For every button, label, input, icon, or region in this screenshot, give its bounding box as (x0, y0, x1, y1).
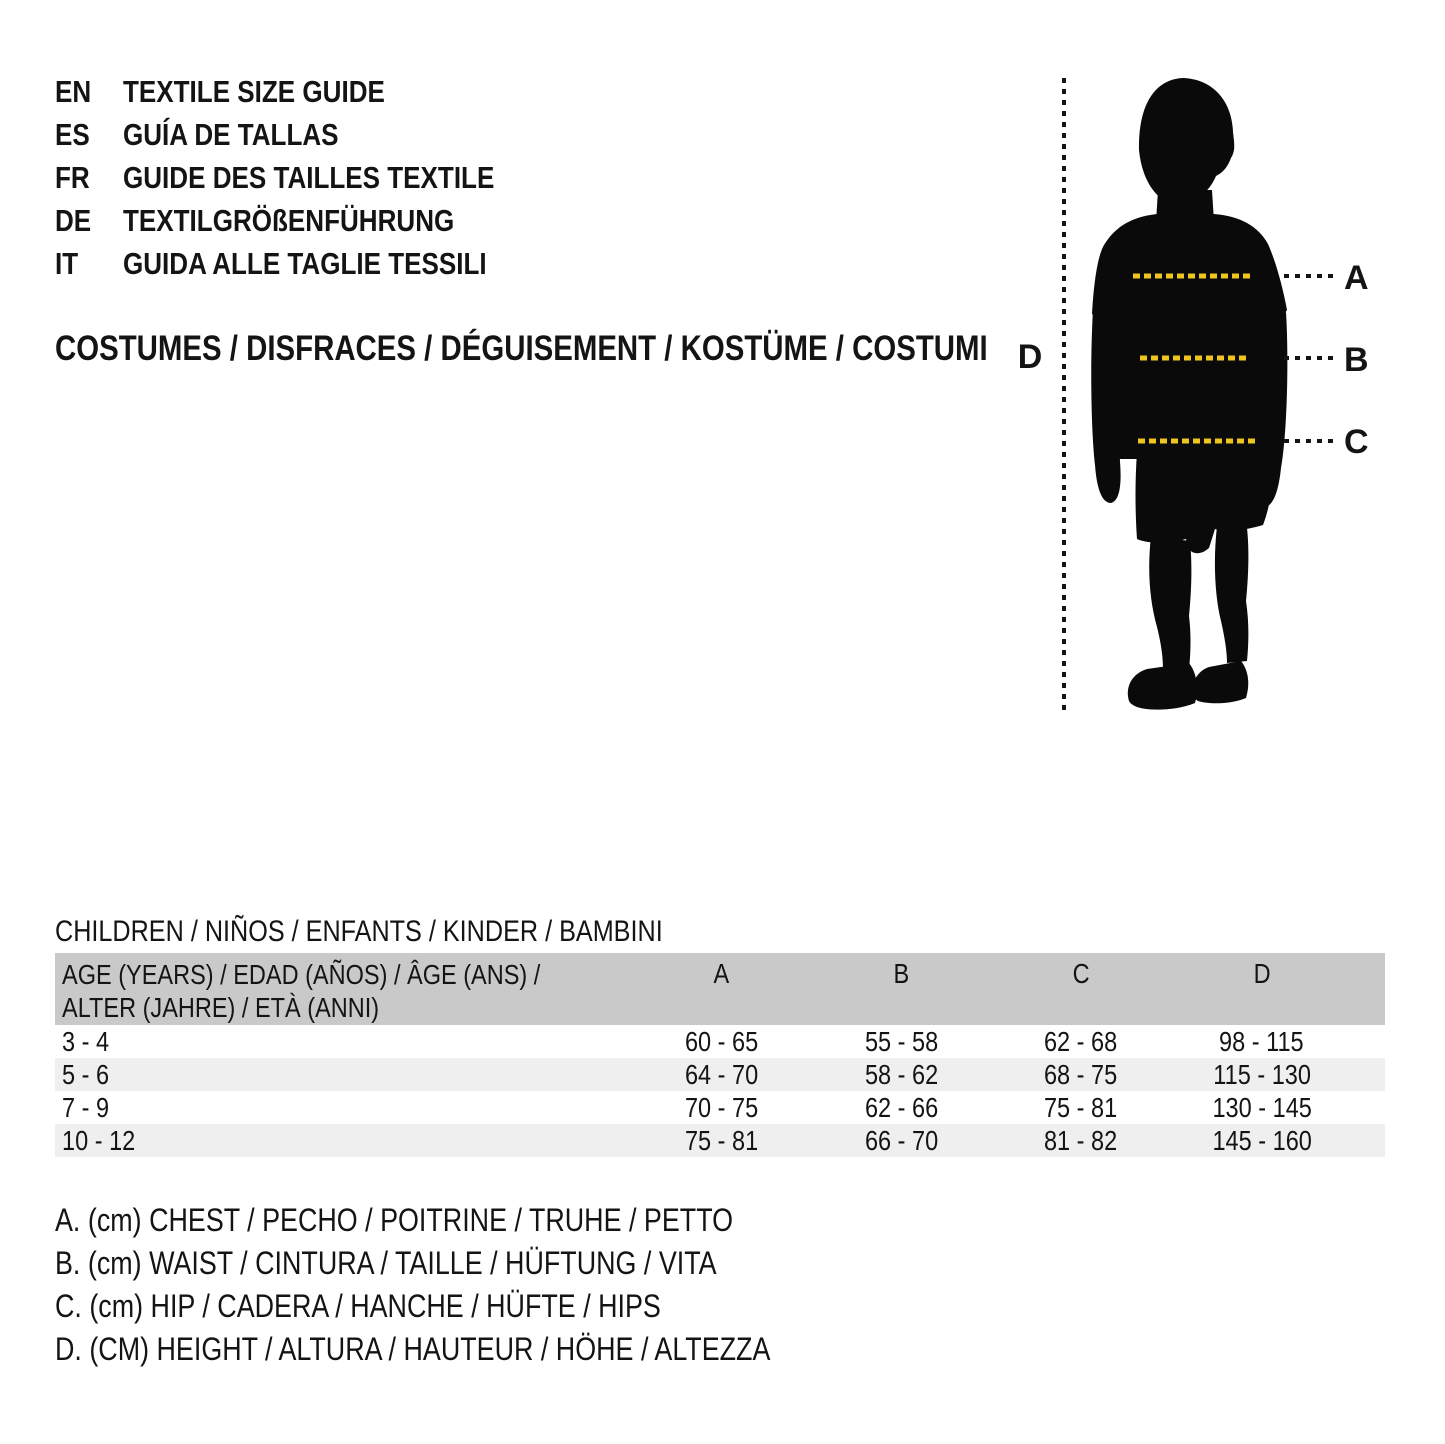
column-header-d: D (1253, 958, 1271, 989)
silhouette-head (1139, 78, 1234, 201)
height-cell: 130 - 145 (1212, 1091, 1312, 1123)
language-code: IT (55, 245, 79, 281)
chest-cell: 60 - 65 (684, 1025, 758, 1057)
column-header-c: C (1072, 958, 1090, 989)
waist-cell: 66 - 70 (864, 1124, 938, 1156)
waist-label: B (1344, 341, 1369, 379)
size-table-header-row (55, 953, 1385, 1025)
language-code: EN (55, 73, 92, 109)
height-cell: 98 - 115 (1219, 1025, 1304, 1057)
silhouette-left-shoe (1128, 663, 1197, 710)
chest-cell: 75 - 81 (684, 1124, 758, 1156)
language-code: DE (55, 202, 92, 238)
guide-title-de: TEXTILGRÖßENFÜHRUNG (123, 202, 455, 238)
language-row-de (55, 199, 565, 242)
language-code: ES (55, 116, 90, 152)
age-cell: 7 - 9 (62, 1091, 110, 1123)
waist-cell: 55 - 58 (864, 1025, 938, 1057)
height-cell: 115 - 130 (1212, 1058, 1311, 1090)
table-row (55, 1025, 1385, 1058)
chest-label: A (1344, 259, 1369, 297)
legend-item-chest: A. (cm) CHEST / PECHO / POITRINE / TRUHE / PETTO (55, 1202, 734, 1238)
silhouette-right-shoe (1193, 661, 1249, 703)
chest-cell: 64 - 70 (684, 1058, 758, 1090)
hip-label: C (1344, 423, 1369, 461)
language-row-fr (55, 156, 565, 199)
table-row (55, 1091, 1385, 1124)
size-table (55, 953, 1385, 1157)
legend-item-waist: B. (cm) WAIST / CINTURA / TAILLE / HÜFTUNG / VITA (55, 1245, 717, 1281)
waist-cell: 58 - 62 (864, 1058, 938, 1090)
age-cell: 10 - 12 (62, 1124, 136, 1156)
legend-item-height: D. (CM) HEIGHT / ALTURA / HAUTEUR / HÖHE / ALTEZZA (55, 1331, 771, 1367)
hip-cell: 75 - 81 (1044, 1091, 1118, 1123)
column-header-spacer (1353, 953, 1385, 1025)
age-cell: 5 - 6 (62, 1058, 110, 1090)
column-header-a: A (713, 958, 730, 989)
guide-title-es: GUÍA DE TALLAS (123, 116, 339, 152)
language-row-en (55, 70, 565, 113)
language-title-list (55, 70, 565, 285)
column-header-b: B (893, 958, 909, 989)
guide-title-it: GUIDA ALLE TAGLIE TESSILI (123, 245, 487, 281)
hip-cell: 81 - 82 (1044, 1124, 1118, 1156)
language-code: FR (55, 159, 90, 195)
language-row-it (55, 242, 565, 285)
category-title: COSTUMES / DISFRACES / DÉGUISEMENT / KOSTÜME / COSTUMI (55, 329, 988, 368)
chest-cell: 70 - 75 (684, 1091, 758, 1123)
table-row (55, 1058, 1385, 1091)
height-label: D (1017, 338, 1043, 376)
measurement-legend (55, 1199, 907, 1371)
age-column-header: AGE (YEARS) / EDAD (AÑOS) / ÂGE (ANS) / ALTER (JAHRE) / ETÀ (ANNI) (62, 959, 541, 1023)
silhouette-left-arm (1091, 310, 1120, 503)
guide-title-en: TEXTILE SIZE GUIDE (123, 73, 385, 109)
section-title-children: CHILDREN / NIÑOS / ENFANTS / KINDER / BAMBINI (55, 915, 663, 948)
child-silhouette-icon (1091, 78, 1287, 710)
waist-cell: 62 - 66 (864, 1091, 938, 1123)
silhouette-right-leg (1215, 526, 1248, 663)
language-row-es (55, 113, 565, 156)
silhouette-left-leg (1149, 536, 1191, 669)
age-cell: 3 - 4 (62, 1025, 110, 1057)
hip-cell: 62 - 68 (1044, 1025, 1118, 1057)
hip-cell: 68 - 75 (1044, 1058, 1118, 1090)
legend-item-hip: C. (cm) HIP / CADERA / HANCHE / HÜFTE / HIPS (55, 1288, 661, 1324)
height-cell: 145 - 160 (1212, 1124, 1312, 1156)
table-row (55, 1124, 1385, 1157)
guide-title-fr: GUIDE DES TAILLES TEXTILE (123, 159, 495, 195)
measurement-figure (985, 58, 1415, 730)
